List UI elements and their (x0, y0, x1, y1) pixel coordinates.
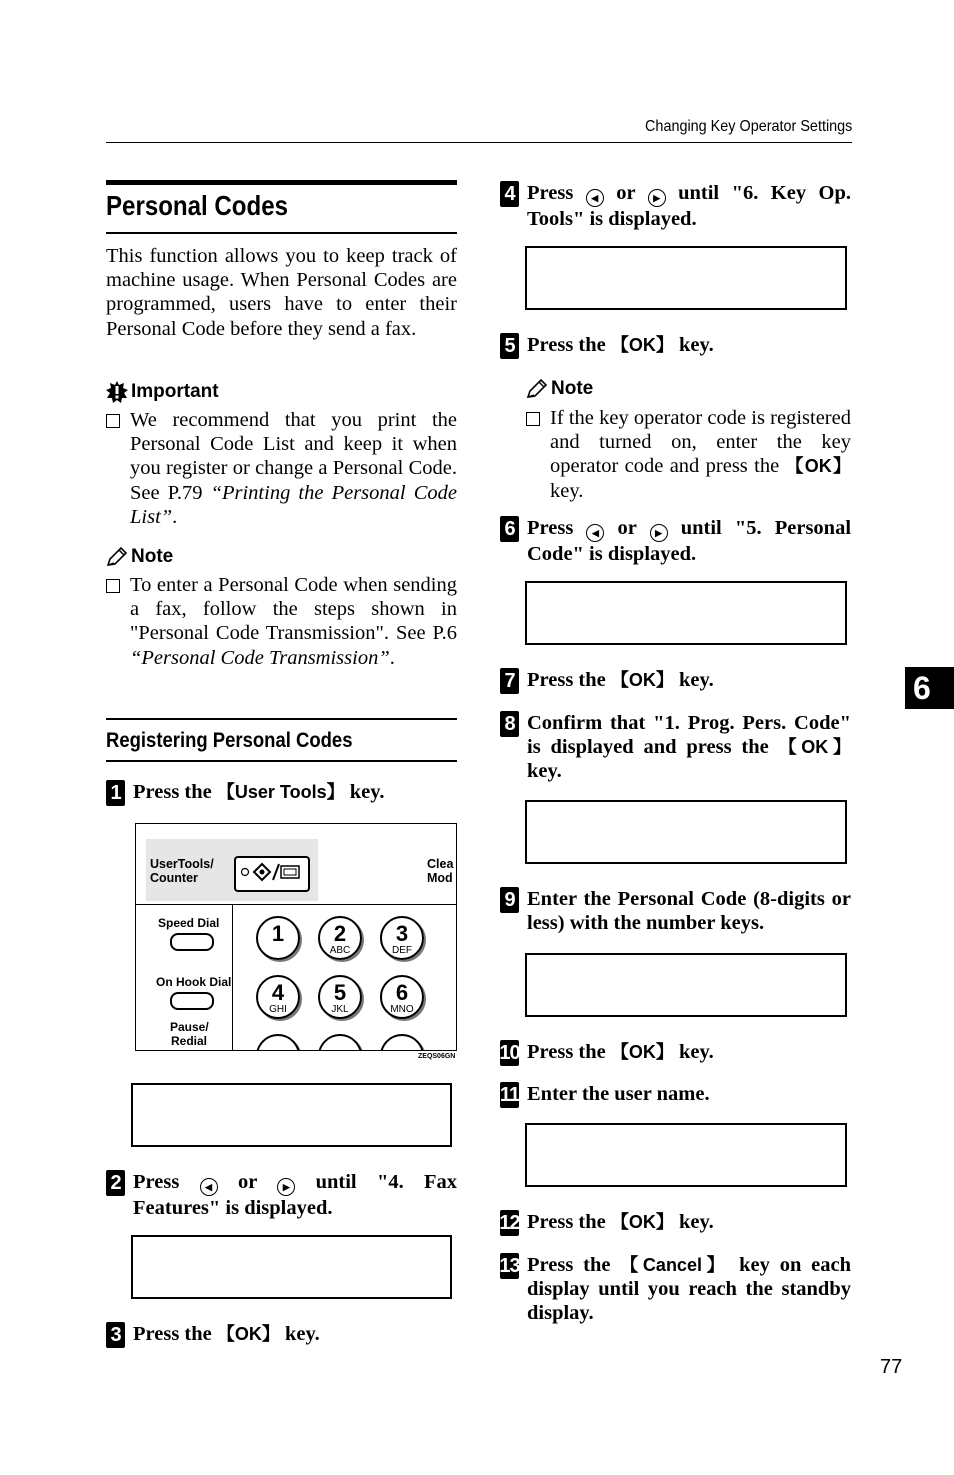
ok-key-label: 【OK】 (610, 670, 674, 690)
note-item-2 (526, 406, 851, 503)
right-arrow-key-icon: ▶ (648, 189, 666, 207)
ok-key-label: 【OK】 (610, 1212, 674, 1232)
number-key-2[interactable]: 2 ABC (318, 916, 362, 960)
number-key-1[interactable]: 1 (256, 916, 300, 960)
section-title: Personal Codes (106, 190, 289, 221)
note-ref: “Personal Code Transmission” (130, 646, 390, 669)
important-heading (106, 381, 219, 403)
step-number: 10 (500, 1040, 519, 1066)
lcd-display-6 (525, 581, 847, 645)
clear-mode-label-1: Clea (427, 857, 454, 871)
counter-label: Counter (150, 871, 198, 885)
title-bar (106, 180, 457, 185)
note-text: To enter a Personal Code when sending a fax, follow the steps shown in "Personal Code Transmission". See P.6 “Personal Code Transmission”. (130, 574, 457, 669)
user-tools-key-label: 【User Tools】 (216, 782, 345, 802)
subhead-rule-top (106, 718, 457, 720)
ok-key-label: 【OK】 (785, 456, 852, 477)
important-icon (106, 381, 128, 403)
step-10: 10 Press the 【OK】 key. (500, 1040, 851, 1066)
user-tools-icon (236, 858, 304, 886)
right-arrow-key-icon: ▶ (650, 524, 668, 542)
step-number: 6 (500, 516, 519, 542)
left-arrow-key-icon: ◀ (586, 524, 604, 542)
pause-label: Pause/ (170, 1020, 209, 1034)
lcd-display-11 (525, 1123, 847, 1187)
number-key-8-partial[interactable] (318, 1034, 362, 1051)
subheading: Registering Personal Codes (106, 729, 353, 752)
on-hook-dial-label: On Hook Dial (156, 975, 232, 989)
step-1: 1 Press the 【User Tools】 key. (106, 780, 457, 806)
lcd-display-4 (525, 246, 847, 310)
important-ref: “Printing the Personal Code List” (130, 481, 457, 528)
step-4: 4 Press ◀ or ▶ until "6. Key Op. Tools" is displayed. (500, 181, 851, 231)
on-hook-dial-button[interactable] (170, 992, 214, 1010)
step-number: 9 (500, 887, 519, 913)
important-text: We recommend that you print the Personal Code List and keep it when you register or change a Personal Code. See P.79 “Printing the Personal Code List”. (130, 409, 457, 528)
note-label: Note (131, 546, 174, 567)
ok-key-label: 【OK】 (778, 737, 851, 758)
important-label: Important (131, 381, 219, 402)
step-number: 11 (500, 1082, 519, 1108)
number-key-4[interactable]: 4 GHI (256, 975, 300, 1019)
step-11: 11 Enter the user name. (500, 1082, 851, 1108)
user-tools-button[interactable] (234, 856, 310, 892)
step-number: 1 (106, 780, 125, 806)
cancel-key-label: 【Cancel】 (620, 1255, 730, 1275)
control-panel-illustration (135, 823, 457, 1051)
speed-dial-label: Speed Dial (158, 916, 220, 930)
step-number: 8 (500, 711, 519, 737)
clear-mode-label-2: Mod (427, 871, 453, 885)
lcd-display-8 (525, 800, 847, 864)
step-9: 9 Enter the Personal Code (8-digits or less) with the number keys. (500, 887, 851, 935)
number-key-3[interactable]: 3 DEF (380, 916, 424, 960)
checkbox-bullet-icon (106, 414, 120, 428)
page-number: 77 (880, 1356, 903, 1378)
checkbox-bullet-icon (106, 579, 120, 593)
number-key-7-partial[interactable] (256, 1034, 300, 1051)
running-header (106, 118, 852, 143)
step-12: 12 Press the 【OK】 key. (500, 1210, 851, 1236)
checkbox-bullet-icon (526, 412, 540, 426)
lcd-display-9 (525, 953, 847, 1017)
panel-divider (136, 904, 456, 905)
note-item (106, 573, 457, 670)
ok-key-label: 【OK】 (216, 1324, 280, 1344)
step-number: 7 (500, 668, 519, 694)
ok-key-label: 【OK】 (610, 1042, 674, 1062)
lcd-display-1 (131, 1083, 452, 1147)
number-key-9-partial[interactable] (380, 1034, 424, 1051)
important-item (106, 408, 457, 529)
step-8: 8 Confirm that "1. Prog. Pers. Code" is displayed and press the 【OK】 key. (500, 711, 851, 784)
speed-dial-button[interactable] (170, 933, 214, 951)
title-rule (106, 232, 457, 234)
right-arrow-key-icon: ▶ (277, 1178, 295, 1196)
header-text: Changing Key Operator Settings (644, 118, 852, 135)
step-13: 13 Press the 【Cancel】 key on each display until you reach the standby display. (499, 1254, 851, 1325)
redial-label: Redial (171, 1034, 208, 1048)
left-arrow-key-icon: ◀ (200, 1178, 218, 1196)
note-label: Note (551, 378, 594, 399)
pencil-icon (526, 379, 548, 399)
step-5: 5 Press the 【OK】 key. (500, 333, 851, 359)
user-tools-label: UserTools/ (150, 857, 214, 871)
step-7: 7 Press the 【OK】 key. (500, 668, 851, 694)
subhead-rule-bottom (106, 760, 457, 762)
step-number: 13 (500, 1253, 519, 1279)
pencil-icon (106, 547, 128, 567)
left-arrow-key-icon: ◀ (586, 189, 604, 207)
step-6: 6 Press ◀ or ▶ until "5. Personal Code" is displayed. (500, 516, 851, 566)
step-number: 12 (500, 1210, 519, 1236)
note-heading-2 (526, 378, 593, 400)
number-key-6[interactable]: 6 MNO (380, 975, 424, 1019)
note-heading (106, 546, 173, 568)
figure-caption: ZEQS06GN (418, 1053, 456, 1060)
step-3: 3 Press the 【OK】 key. (106, 1322, 457, 1348)
step-number: 4 (500, 181, 519, 207)
panel-divider-vertical (232, 904, 233, 1050)
step-2: 2 Press ◀ or ▶ until "4. Fax Features" is displayed. (106, 1170, 457, 1220)
step-number: 2 (106, 1170, 125, 1196)
note-text-2: If the key operator code is registered and turned on, enter the key operator code and press the 【OK】 key. (550, 407, 852, 502)
chapter-tab: 6 (905, 667, 954, 709)
number-key-5[interactable]: 5 JKL (318, 975, 362, 1019)
intro-paragraph: This function allows you to keep track of machine usage. When Personal Codes are programmed, users have to enter their Personal Code before they send a fax. (106, 245, 457, 340)
ok-key-label: 【OK】 (610, 335, 674, 355)
lcd-display-2 (131, 1235, 452, 1299)
step-number: 5 (500, 333, 519, 359)
step-number: 3 (106, 1322, 125, 1348)
